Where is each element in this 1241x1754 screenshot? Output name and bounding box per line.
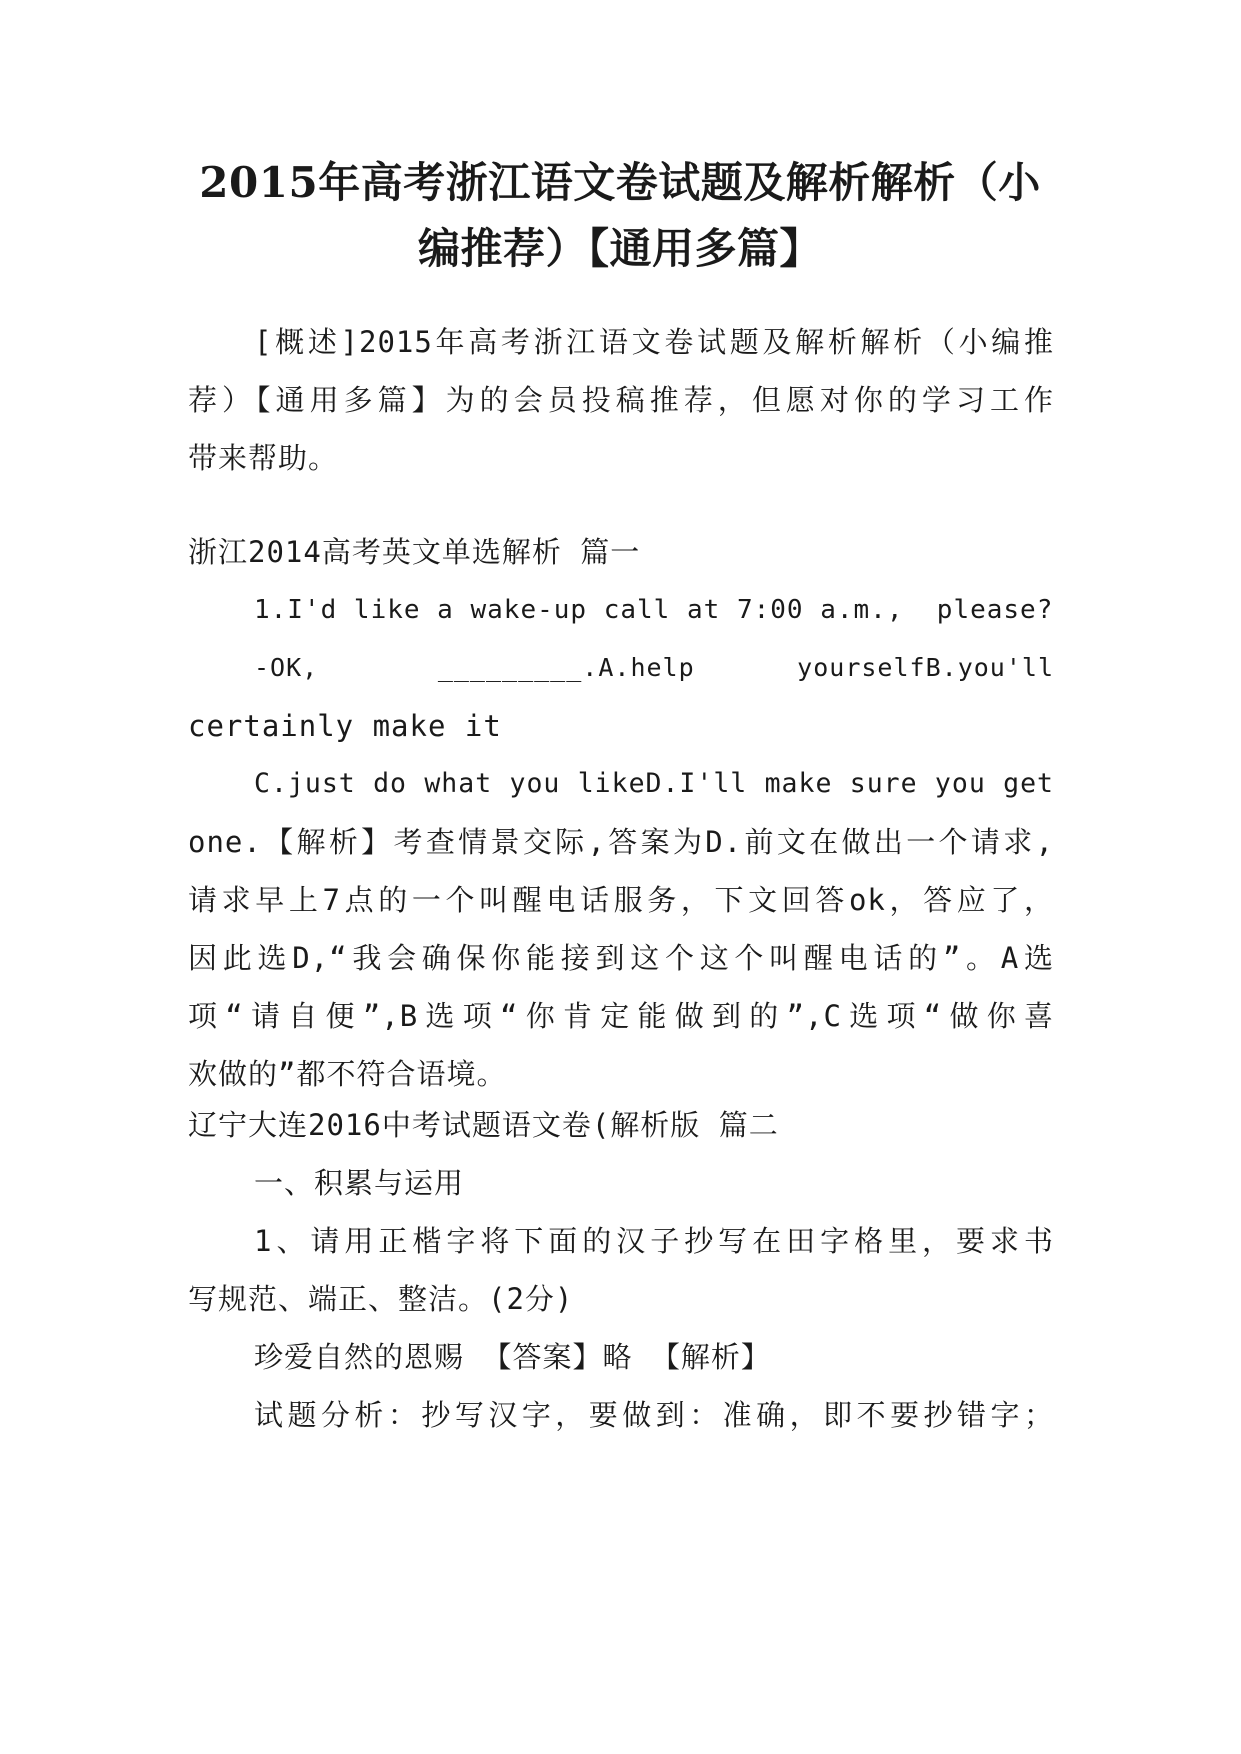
analysis-line-2: 请求早上7点的一个叫醒电话服务，下文回答ok，答应了， <box>188 883 1054 917</box>
document-title <box>180 150 1060 282</box>
section-two-heading: 辽宁大连2016中考试题语文卷(解析版 篇二 <box>188 1108 779 1142</box>
question-line-1: 1.I'd like a wake-up call at 7:00 a.m., please? <box>254 595 1054 625</box>
question-line-2: -OK, _________.A.help yourselfB.you'll <box>254 653 1054 682</box>
analysis-line-1: one.【解析】考查情景交际,答案为D.前文在做出一个请求, <box>188 825 1054 859</box>
analysis-line: 试题分析：抄写汉字，要做到：准确，即不要抄错字； <box>254 1398 1054 1432</box>
summary-line-3: 带来帮助。 <box>188 441 339 475</box>
section-two <box>188 1096 1054 1444</box>
analysis-line-4: 项“请自便”,B选项“你肯定能做到的”,C选项“做你喜 <box>188 999 1054 1033</box>
section-two-subheading: 一、积累与运用 <box>254 1166 465 1200</box>
question-line-4: C.just do what you likeD.I'll make sure you get <box>254 768 1054 799</box>
analysis-line-5: 欢做的”都不符合语境。 <box>188 1057 507 1091</box>
summary-paragraph <box>188 313 1054 487</box>
section-one-heading: 浙江2014高考英文单选解析 篇一 <box>188 535 641 569</box>
answer-line: 珍爱自然的恩赐 【答案】略 【解析】 <box>254 1340 771 1374</box>
summary-line-1: [概述]2015年高考浙江语文卷试题及解析解析（小编推 <box>254 325 1054 359</box>
title-line-1: 2015年高考浙江语文卷试题及解析解析（小 <box>199 158 1041 207</box>
analysis-line-3: 因此选D,“我会确保你能接到这个这个叫醒电话的”。A选 <box>188 941 1054 975</box>
item-one-line-1: 1、请用正楷字将下面的汉子抄写在田字格里，要求书 <box>254 1224 1054 1258</box>
item-one-line-2: 写规范、端正、整洁。(2分) <box>188 1282 574 1316</box>
summary-line-2: 荐）【通用多篇】为的会员投稿推荐，但愿对你的学习工作 <box>188 383 1054 417</box>
title-line-2: 编推荐）【通用多篇】 <box>417 224 822 273</box>
section-one <box>188 523 1054 1103</box>
question-line-3: certainly make it <box>188 709 502 743</box>
